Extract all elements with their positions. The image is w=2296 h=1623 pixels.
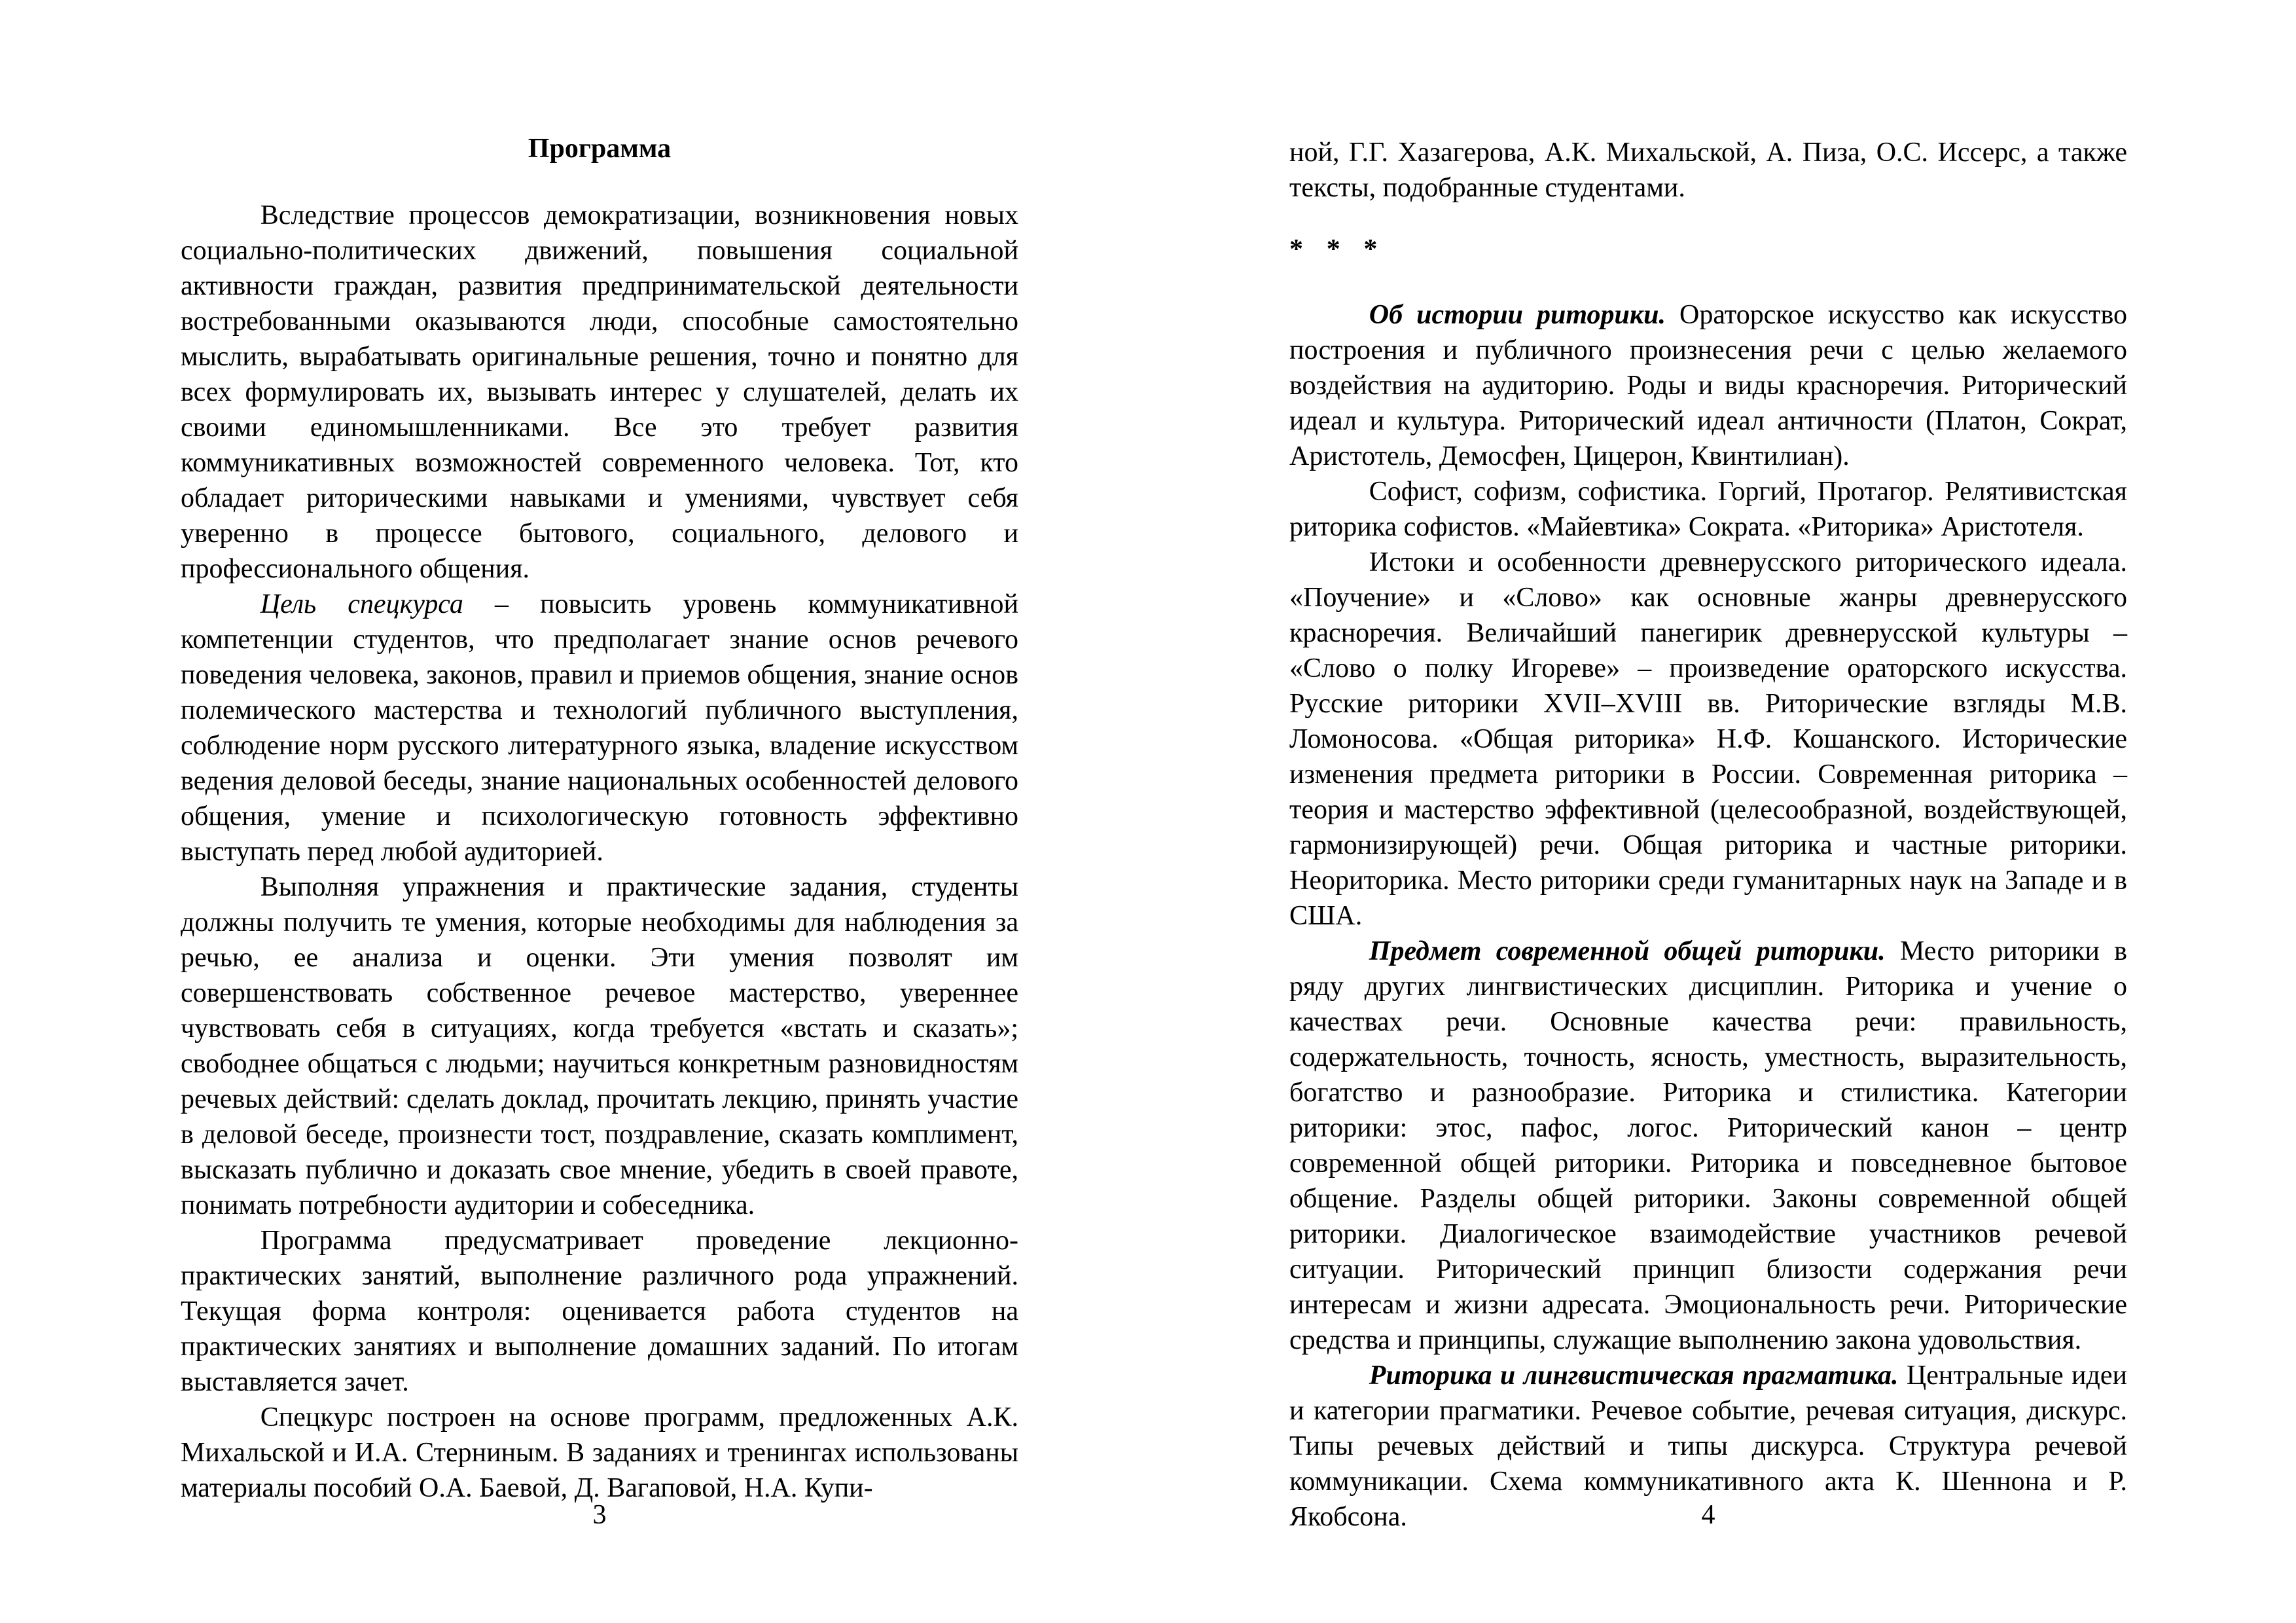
paragraph-body: Ораторское искусство как искусство построения и публичного произнесения речи с целью желаемого воздействия на аудиторию. Роды и виды красноречия. Риторический идеал и культура. Риторический идеал античности (Платон, Сократ, Аристотель, Демосфен, Цицерон, Квинтилиан).	[1289, 300, 2127, 471]
paragraph: Софист, софизм, софистика. Горгий, Протагор. Релятивистская риторика софистов. «Майевтика» Сократа. «Риторика» Аристотеля.	[1289, 477, 2127, 542]
paragraph-rhetoric-history	[1289, 297, 2127, 474]
section-heading: Риторика и лингвистическая прагматика.	[1369, 1360, 1899, 1391]
paragraph: Выполняя упражнения и практические задания, студенты должны получить те умения, которые необходимы для наблюдения за речью, ее анализа и оценки. Эти умения позволят им совершенствовать собственное речевое мастерство, увереннее чувствовать себя в ситуациях, когда требуется «встать и сказать»; свободнее общаться с людьми; научиться конкретным разновидностям речевых действий: сделать доклад, прочитать лекцию, принять участие в деловой беседе, произнести тост, поздравление, сказать комплимент, высказать публично и доказать свое мнение, убедить в своей правоте, понимать потребности аудитории и собеседника.	[181, 872, 1018, 1220]
section-heading: Предмет современной общей риторики.	[1369, 936, 1886, 966]
paragraph-body: Центральные идеи и категории прагматики. Речевое событие, речевая ситуация, дискурс. Типы речевых действий и типы дискурса. Структура речевой коммуникации. Схема коммуникативного акта К. Шеннона и Р. Якобсона.	[1289, 1360, 2128, 1532]
section-heading: Об истории риторики.	[1369, 300, 1666, 330]
paragraph-continuation: ной, Г.Г. Хазагерова, А.К. Михальской, А. Пиза, О.С. Иссерс, а также тексты, подобранные студентами.	[1289, 137, 2127, 203]
page-title: Программа	[528, 134, 672, 164]
paragraph: Программа предусматривает проведение лекционно-практических занятий, выполнение различного рода упражнений. Текущая форма контроля: оценивается работа студентов на практических занятиях и выполнение домашних заданий. По итогам выставляется зачет.	[181, 1226, 1018, 1397]
paragraph-body: Место риторики в ряду других лингвистических дисциплин. Риторика и учение о качествах речи. Основные качества речи: правильность, содержательность, точность, ясность, уместность, выразительность, богатство и разнообразие. Риторика и стилистика. Категории риторики: этос, пафос, логос. Риторический канон – центр современной общей риторики. Риторика и повседневное бытовое общение. Разделы общей риторики. Законы современной общей риторики. Диалогическое взаимодействие участников речевой ситуации. Риторический принцип близости содержания речи интересам и жизни адресата. Эмоциональность речи. Риторические средства и принципы, служащие выполнению закона удовольствия.	[1289, 936, 2128, 1355]
paragraph: Истоки и особенности древнерусского риторического идеала. «Поучение» и «Слово» как основные жанры древнерусского красноречия. Величайший панегирик древнерусской культуры – «Слово о полку Игореве» – произведение ораторского искусства. Русские риторики XVII–XVIII вв. Риторические взгляды М.В. Ломоносова. «Общая риторика» Н.Ф. Кошанского. Исторические изменения предмета риторики в России. Современная риторика – теория и мастерство эффективной (целесообразной, воздействующей, гармонизирующей) речи. Общая риторика и частные риторики. Неориторика. Место риторики среди гуманитарных наук на Западе и в США.	[1289, 547, 2127, 931]
paragraph-course-goal	[181, 587, 1018, 869]
page-number: 3	[592, 1500, 607, 1530]
paragraph-lead: Цель спецкурса	[260, 589, 463, 619]
page-number: 4	[1701, 1500, 1715, 1530]
right-page	[1289, 0, 2127, 1623]
right-page-text	[1289, 135, 2127, 1535]
paragraph-rhetoric-subject	[1289, 934, 2127, 1358]
left-page-text	[181, 198, 1018, 1506]
section-separator: * * *	[1289, 234, 1386, 264]
paragraph: Спецкурс построен на основе программ, предложенных А.К. Михальской и И.А. Стерниным. В заданиях и тренингах использованы материалы пособий О.А. Баевой, Д. Вагаповой, Н.А. Купи-	[181, 1402, 1018, 1503]
paragraph-body: – повысить уровень коммуникативной компетенции студентов, что предполагает знание основ речевого поведения человека, законов, правил и приемов общения, знание основ полемического мастерства и технологий публичного выступления, соблюдение норм русского литературного языка, владение искусством ведения деловой беседы, знание национальных особенностей делового общения, умение и психологическую готовность эффективно выступать перед любой аудиторией.	[181, 589, 1018, 867]
left-page	[181, 0, 1018, 1623]
paragraph: Вследствие процессов демократизации, возникновения новых социально-политических движений, повышения социальной активности граждан, развития предпринимательской деятельности востребованными оказываются люди, способные самостоятельно мыслить, вырабатывать оригинальные решения, точно и понятно для всех формулировать их, вызывать интерес у слушателей, делать их своими единомышленниками. Все это требует развития коммуникативных возможностей современного человека. Тот, кто обладает риторическими навыками и умениями, чувствует себя уверенно в процессе бытового, социального, делового и профессионального общения.	[181, 200, 1018, 584]
